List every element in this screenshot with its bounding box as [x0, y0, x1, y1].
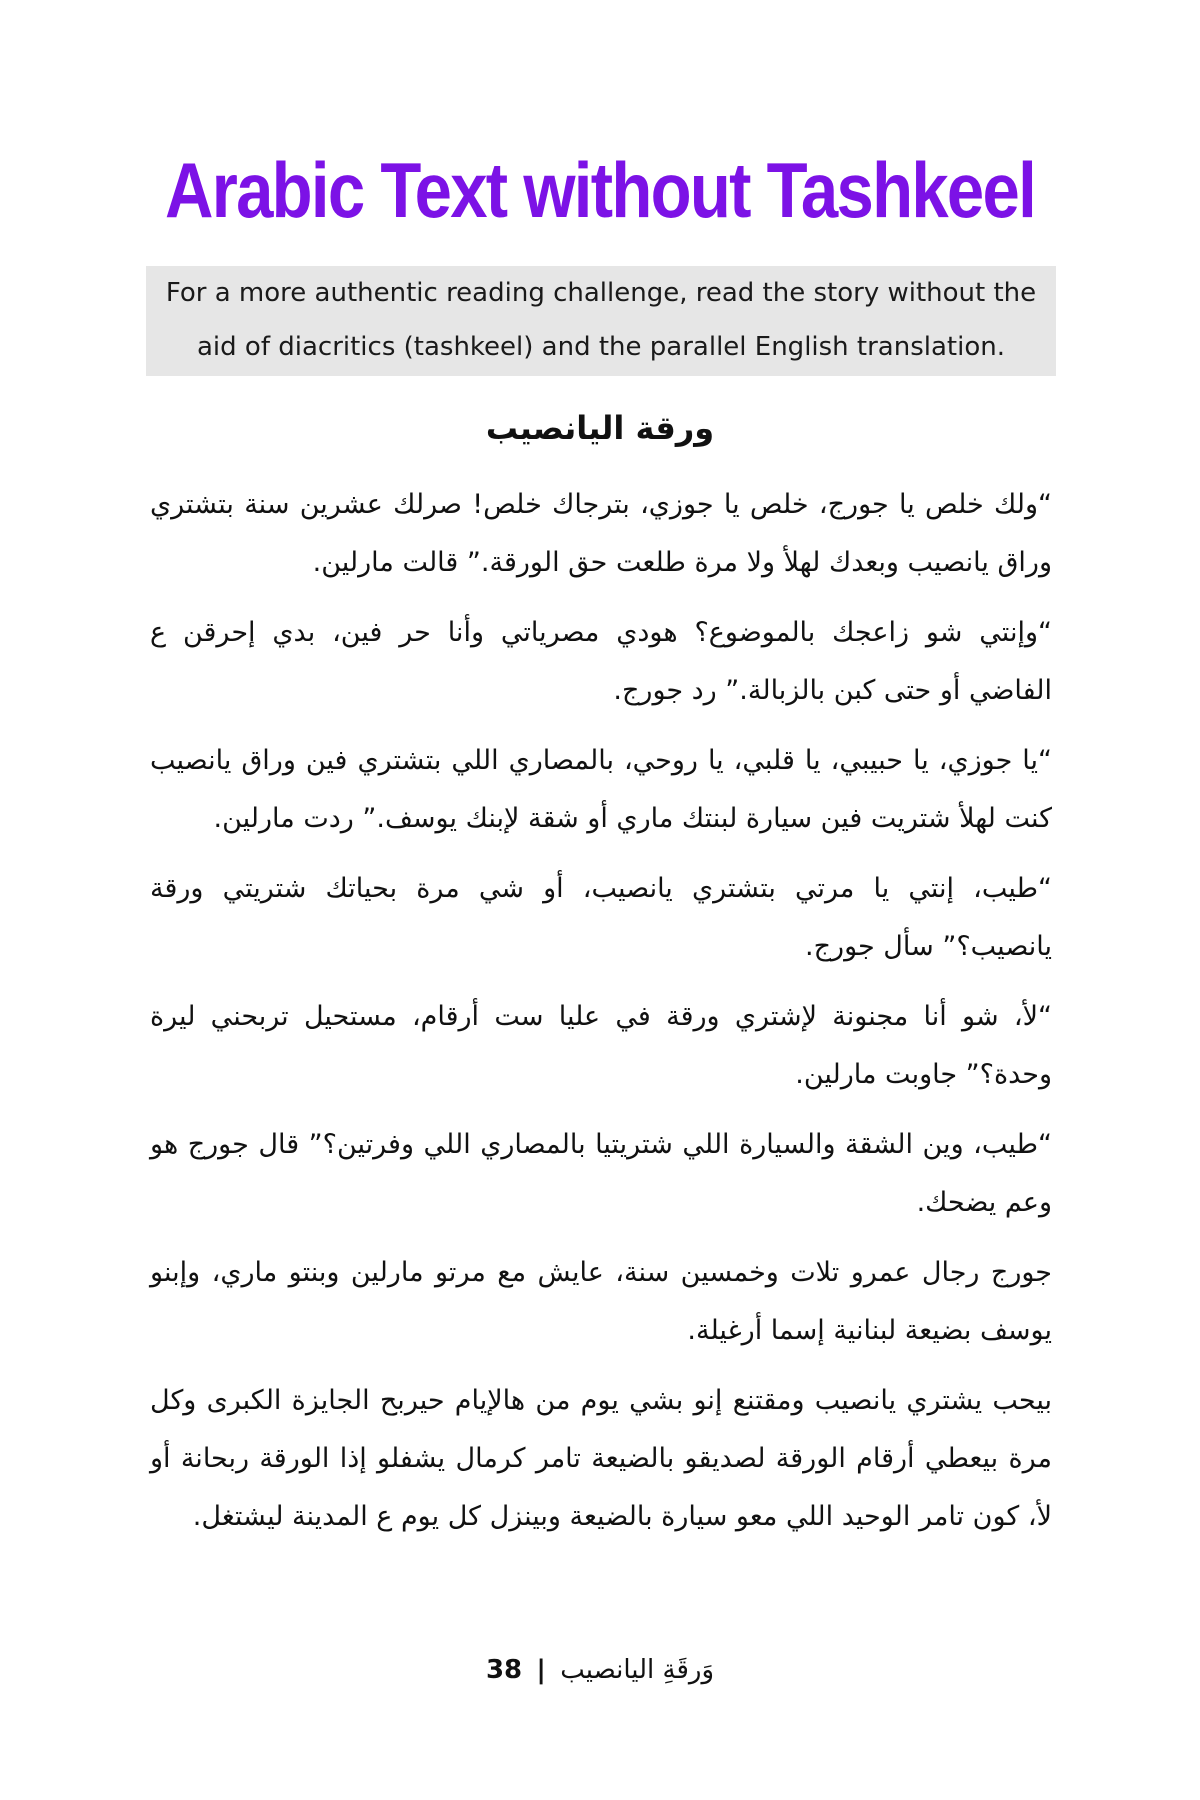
page-footer — [0, 1648, 1200, 1692]
page-number: 38 — [485, 1655, 523, 1685]
paragraph: “طيب، إنتي يا مرتي بتشتري يانصيب، أو شي مرة بحياتك شتريتي ورقة يانصيب؟” سأل جورج. — [150, 873, 1052, 962]
intro-line-1: For a more authentic reading challenge, read the story without the — [165, 278, 1037, 308]
paragraph: “طيب، وين الشقة والسيارة اللي شتريتيا بالمصاري اللي وفرتين؟” قال جورج هو وعم يضحك. — [150, 1129, 1052, 1218]
story-title: ورقة اليانصيب — [485, 409, 715, 447]
footer-separator: | — [536, 1655, 546, 1685]
footer-book-title: وَرقَةِ اليانصيب — [560, 1655, 715, 1685]
intro-line-2: aid of diacritics (tashkeel) and the parallel English translation. — [196, 332, 1005, 362]
paragraph: “ولك خلص يا جورج، خلص يا جوزي، بترجاك خلص! صرلك عشرين سنة بتشتري وراق يانصيب وبعدك لهلأ ولا مرة طلعت حق الورقة.” قالت مارلين. — [150, 489, 1052, 578]
paragraph: جورج رجال عمرو تلات وخمسين سنة، عايش مع مرتو مارلين وبنتو ماري، وإبنو يوسف بضيعة لبنانية إسما أرغيلة. — [150, 1257, 1052, 1346]
page-title: Arabic Text without Tashkeel — [164, 146, 1036, 234]
paragraph: “لأ، شو أنا مجنونة لإشتري ورقة في عليا ست أرقام، مستحيل تربحني ليرة وحدة؟” جاوبت مارلين. — [150, 1001, 1052, 1090]
paragraph: “يا جوزي، يا حبيبي، يا قلبي، يا روحي، بالمصاري اللي بتشتري فين وراق يانصيب كنت لهلأ شتريت فين سيارة لبنتك ماري أو شقة لإبنك يوسف.” ردت مارلين. — [150, 745, 1052, 834]
intro-box — [146, 266, 1056, 376]
paragraph: “وإنتي شو زاعجك بالموضوع؟ هودي مصرياتي وأنا حر فين، بدي إحرقن ع الفاضي أو حتى كبن بالزبالة.” رد جورج. — [150, 617, 1052, 706]
paragraph: بيحب يشتري يانصيب ومقتنع إنو بشي يوم من هالإيام حيربح الجايزة الكبرى وكل مرة بيعطي أرقام الورقة لصديقو بالضيعة تامر كرمال يشفلو إذا الورقة ربحانة أو لأ، كون تامر الوحيد اللي معو سيارة بالضيعة وبينزل كل يوم ع المدينة ليشتغل. — [150, 1385, 1052, 1532]
story-text — [150, 476, 1052, 1558]
